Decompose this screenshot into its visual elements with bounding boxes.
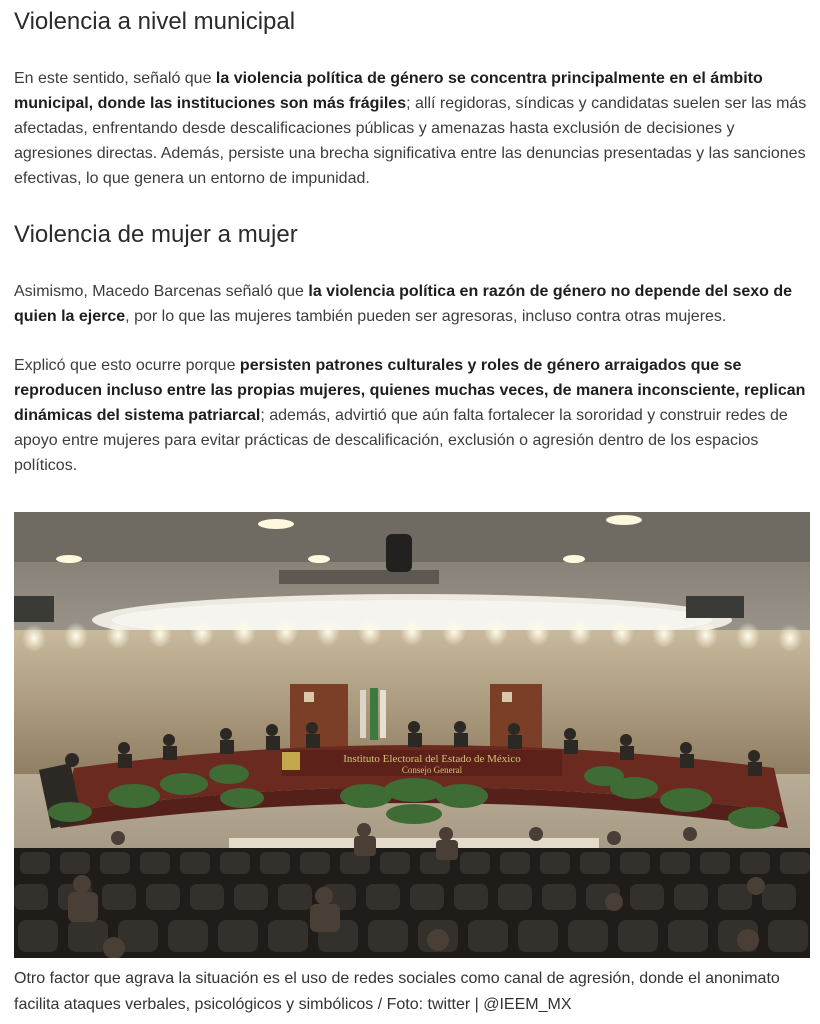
paragraph-text: Explicó que esto ocurre porque (14, 357, 240, 374)
paragraph-text: ; allí regidoras, síndicas y candidatas suelen ser las más afectadas, enfrentando desde descalificaciones públicas y amenazas hasta exclusión de decisiones y agresiones directas. Además, persiste una brecha significativa entre las denuncias presentadas y las sanciones efectivas, lo que genera un entorno de impunidad. (14, 95, 807, 187)
section-heading-mujer-a-mujer: Violencia de mujer a mujer (14, 221, 298, 248)
article-photo (14, 512, 810, 958)
paragraph-agresoras (14, 279, 812, 329)
paragraph-text: En este sentido, señaló que (14, 70, 216, 87)
paragraph-municipal (14, 66, 812, 191)
photo-caption: Otro factor que agrava la situación es el uso de redes sociales como canal de agresión, donde el anonimato facilita ataques verbales, psicológicos y simbólicos / Foto: twitter | @IEEM_MX (14, 970, 780, 1013)
paragraph-text: , por lo que las mujeres también pueden ser agresoras, incluso contra otras mujeres. (125, 308, 727, 325)
paragraph-bold-text: la violencia política de género se concentra principalmente en el ámbito municipal, donde las instituciones son más frágiles (14, 70, 763, 112)
dais-sign-line1: Instituto Electoral del Estado de México (343, 753, 521, 765)
dais-sign-line2: Consejo General (401, 765, 463, 775)
section-heading-municipal: Violencia a nivel municipal (14, 8, 296, 35)
council-chamber-image (14, 512, 810, 958)
paragraph-text: ; además, advirtió que aún falta fortalecer la sororidad y construir redes de apoyo entre mujeres para evitar prácticas de descalificación, exclusión o agresión dentro de los espacios políticos. (14, 407, 788, 474)
paragraph-patrones (14, 353, 812, 478)
paragraph-text: Asimismo, Macedo Barcenas señaló que (14, 283, 309, 300)
paragraph-bold-text: la violencia política en razón de género no depende del sexo de quien la ejerce (14, 283, 793, 325)
paragraph-bold-text: persisten patrones culturales y roles de género arraigados que se reproducen incluso entre las propias mujeres, quienes muchas veces, de manera inconsciente, replican dinámicas del sistema patriarcal (14, 357, 806, 424)
